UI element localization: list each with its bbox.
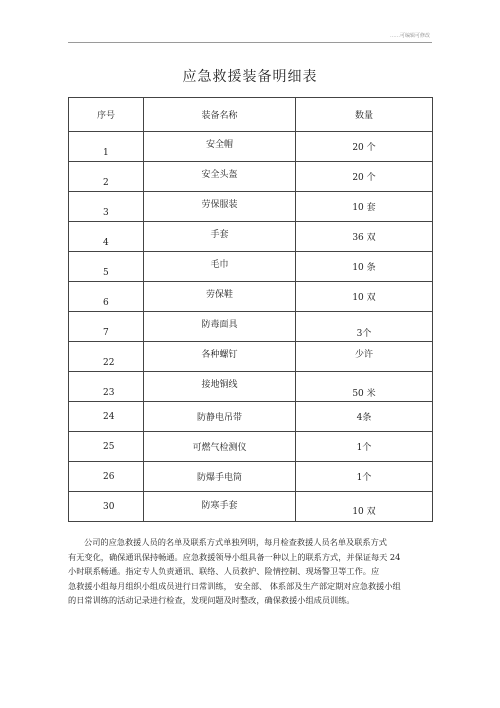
equipment-table xyxy=(68,97,433,522)
equipment-qty: 50 米 xyxy=(352,389,376,399)
cell-qty xyxy=(296,462,433,492)
cell-qty xyxy=(296,252,433,282)
row-number: 5 xyxy=(103,267,109,278)
row-number: 22 xyxy=(103,357,115,368)
equipment-name: 接地铜线 xyxy=(201,380,238,390)
cell-name xyxy=(144,372,296,402)
equipment-qty: 10 双 xyxy=(352,507,376,517)
note-line: 急救援小组每月组织小组成员进行日常训练， 安全部、 体系部及生产部定期对应急救援小组 xyxy=(68,580,401,591)
equipment-qty: 少许 xyxy=(354,350,373,360)
equipment-qty: 4条 xyxy=(356,413,372,423)
note-line: 小时联系畅通。指定专人负责通讯、联络、人员救护、险情控制、现场警卫等工作。应 xyxy=(68,566,380,576)
table-row xyxy=(69,132,433,162)
cell-qty xyxy=(296,222,433,252)
row-number: 23 xyxy=(103,387,115,398)
cell-no xyxy=(69,222,144,252)
row-number: 7 xyxy=(103,327,109,338)
equipment-qty: 10 条 xyxy=(352,263,376,273)
cell-no xyxy=(69,162,144,192)
table-row xyxy=(69,162,433,192)
cell-qty xyxy=(296,372,433,402)
row-number: 25 xyxy=(103,441,115,452)
cell-name xyxy=(144,252,296,282)
cell-name xyxy=(144,402,296,432)
equipment-name: 手套 xyxy=(210,230,229,240)
row-number: 30 xyxy=(103,501,115,512)
equipment-name: 可燃气检测仪 xyxy=(192,443,247,453)
cell-name xyxy=(144,342,296,372)
cell-no xyxy=(69,312,144,342)
note-paragraph xyxy=(68,535,432,608)
row-number: 3 xyxy=(103,207,109,218)
cell-no xyxy=(69,402,144,432)
cell-name xyxy=(144,132,296,162)
header-note: ……可编辑可修改 xyxy=(389,33,430,39)
equipment-name: 防静电吊带 xyxy=(196,413,242,423)
table-row xyxy=(69,372,433,402)
table-row xyxy=(69,432,433,462)
cell-qty xyxy=(296,282,433,312)
table-row xyxy=(69,192,433,222)
equipment-qty: 20 个 xyxy=(352,143,376,153)
cell-qty xyxy=(296,342,433,372)
cell-qty xyxy=(296,402,433,432)
equipment-name: 各种螺钉 xyxy=(201,350,238,360)
equipment-name: 劳保服装 xyxy=(201,200,238,210)
cell-name xyxy=(144,492,296,522)
equipment-name: 防寒手套 xyxy=(201,501,238,511)
row-number: 1 xyxy=(103,147,109,158)
cell-name xyxy=(144,282,296,312)
table-row xyxy=(69,492,433,522)
table-header-row xyxy=(69,98,433,132)
cell-no xyxy=(69,132,144,162)
equipment-qty: 3个 xyxy=(356,329,372,339)
cell-no xyxy=(69,252,144,282)
cell-no xyxy=(69,192,144,222)
table-row xyxy=(69,342,433,372)
cell-name xyxy=(144,222,296,252)
document-title: 应急救援装备明细表 xyxy=(182,69,318,85)
header-name: 装备名称 xyxy=(144,98,296,132)
cell-name xyxy=(144,312,296,342)
cell-qty xyxy=(296,432,433,462)
equipment-name: 安全头盔 xyxy=(201,170,238,180)
equipment-name: 安全帽 xyxy=(205,140,233,150)
cell-no xyxy=(69,372,144,402)
row-number: 26 xyxy=(103,471,115,482)
row-number: 4 xyxy=(103,237,109,248)
note-line: 公司的应急救援人员的名单及联系方式单独列明，每月检查救援人员名单及联系方式 xyxy=(84,537,387,547)
equipment-name: 劳保鞋 xyxy=(205,290,233,300)
cell-no xyxy=(69,342,144,372)
cell-qty xyxy=(296,132,433,162)
equipment-qty: 20 个 xyxy=(352,173,376,183)
cell-no xyxy=(69,432,144,462)
equipment-qty: 1个 xyxy=(356,443,372,453)
row-number: 6 xyxy=(103,297,109,308)
note-line: 有无变化，确保通讯保持畅通。应急救援领导小组具备一种以上的联系方式，并保证每天 24 xyxy=(68,551,401,562)
equipment-name: 防毒面具 xyxy=(201,320,238,330)
cell-no xyxy=(69,462,144,492)
header-rule xyxy=(68,42,432,43)
table-row xyxy=(69,312,433,342)
equipment-qty: 10 双 xyxy=(352,293,376,303)
cell-no xyxy=(69,282,144,312)
cell-qty xyxy=(296,492,433,522)
cell-name xyxy=(144,462,296,492)
cell-name xyxy=(144,162,296,192)
equipment-qty: 36 双 xyxy=(352,233,376,243)
note-line: 的日常训练的活动记录进行检查，发现问题及时整改，确保救援小组成员训练。 xyxy=(68,595,355,605)
cell-qty xyxy=(296,162,433,192)
table-row xyxy=(69,252,433,282)
equipment-name: 毛巾 xyxy=(210,260,229,270)
table-row xyxy=(69,282,433,312)
equipment-qty: 10 套 xyxy=(352,203,376,213)
cell-name xyxy=(144,432,296,462)
row-number: 24 xyxy=(103,411,115,422)
table-row xyxy=(69,402,433,432)
equipment-name: 防爆手电筒 xyxy=(196,473,242,483)
table-row xyxy=(69,222,433,252)
table-row xyxy=(69,462,433,492)
cell-name xyxy=(144,192,296,222)
cell-no xyxy=(69,492,144,522)
row-number: 2 xyxy=(103,177,109,188)
equipment-qty: 1个 xyxy=(356,473,372,483)
cell-qty xyxy=(296,312,433,342)
header-qty: 数量 xyxy=(296,98,433,132)
cell-qty xyxy=(296,192,433,222)
header-no: 序号 xyxy=(69,98,144,132)
